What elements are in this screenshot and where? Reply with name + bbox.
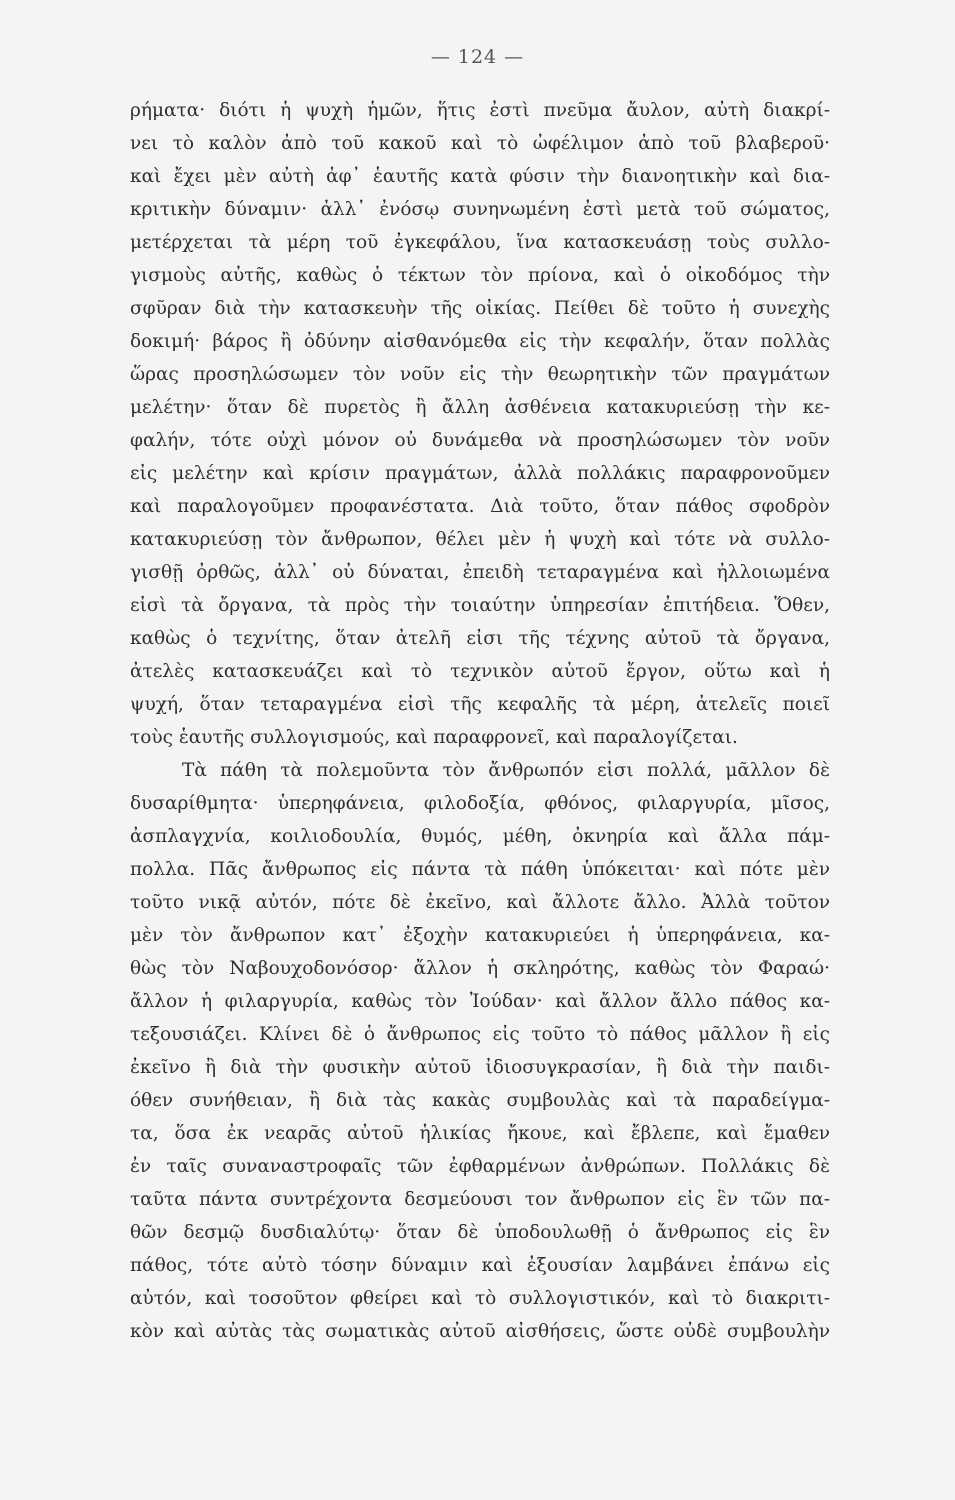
- text-line: ἀτελὲς κατασκευάζει καὶ τὸ τεχνικὸν αὐτοῦ ἔργον, οὕτω καὶ ἡ: [130, 661, 830, 682]
- text-line: πάθος, τότε αὐτὸ τόσην δύναμιν καὶ ἐξουσίαν λαμβάνει ἐπάνω εἰς: [130, 1255, 830, 1276]
- text-line: θὼς τὸν Ναβουχοδονόσορ· ἄλλον ἡ σκληρότης, καθὼς τὸν Φαραώ·: [130, 958, 830, 979]
- text-line: μελέτην· ὅταν δὲ πυρετὸς ἢ ἄλλη ἀσθένεια κατακυριεύσῃ τὴν κε-: [130, 397, 830, 418]
- text-line: ἄλλον ἡ φιλαργυρία, καθὼς τὸν Ἰούδαν· καὶ ἄλλον ἄλλο πάθος κα-: [130, 991, 830, 1012]
- text-line: πολλα. Πᾶς ἄνθρωπος εἰς πάντα τὰ πάθη ὑπόκειται· καὶ πότε μὲν: [130, 859, 830, 880]
- text-line: ψυχή, ὅταν τεταραγμένα εἰσὶ τῆς κεφαλῆς τὰ μέρη, ἀτελεῖς ποιεῖ: [130, 694, 830, 715]
- text-line: θῶν δεσμῷ δυσδιαλύτῳ· ὅταν δὲ ὑποδουλωθῇ ὁ ἄνθρωπος εἰς ἓν: [130, 1222, 830, 1243]
- text-line: μὲν τὸν ἄνθρωπον κατ᾽ ἐξοχὴν κατακυριεύει ἡ ὑπερηφάνεια, κα-: [130, 925, 830, 946]
- text-line: γισθῇ ὀρθῶς, ἀλλ᾽ οὐ δύναται, ἐπειδὴ τεταραγμένα καὶ ἠλλοιωμένα: [130, 562, 830, 583]
- text-line: κὸν καὶ αὐτὰς τὰς σωματικὰς αὐτοῦ αἰσθήσεις, ὥστε οὐδὲ συμβουλὴν: [130, 1321, 830, 1342]
- text-line: δοκιμή· βάρος ἢ ὀδύνην αἰσθανόμεθα εἰς τὴν κεφαλήν, ὅταν πολλὰς: [130, 331, 830, 352]
- text-line: φαλήν, τότε οὐχὶ μόνον οὐ δυνάμεθα νὰ προσηλώσωμεν τὸν νοῦν: [130, 430, 830, 451]
- text-line: μετέρχεται τὰ μέρη τοῦ ἐγκεφάλου, ἵνα κατασκευάσῃ τοὺς συλλο-: [130, 232, 830, 253]
- text-line: καθὼς ὁ τεχνίτης, ὅταν ἀτελῆ εἰσι τῆς τέχνης αὐτοῦ τὰ ὄργανα,: [130, 628, 830, 649]
- text-line: εἰσὶ τὰ ὄργανα, τὰ πρὸς τὴν τοιαύτην ὑπηρεσίαν ἐπιτήδεια. Ὅθεν,: [130, 595, 830, 616]
- text-line: Τὰ πάθη τὰ πολεμοῦντα τὸν ἄνθρωπόν εἰσι πολλά, μᾶλλον δὲ: [182, 760, 830, 781]
- text-line: ἐν ταῖς συναναστροφαῖς τῶν ἐφθαρμένων ἀνθρώπων. Πολλάκις δὲ: [130, 1156, 830, 1177]
- text-line: αὐτόν, καὶ τοσοῦτον φθείρει καὶ τὸ συλλογιστικόν, καὶ τὸ διακριτι-: [130, 1288, 830, 1309]
- page-number: — 124 —: [430, 46, 525, 68]
- text-line: όθεν συνήθειαν, ἢ διὰ τὰς κακὰς συμβουλὰς καὶ τὰ παραδείγμα-: [130, 1090, 830, 1111]
- text-line: τοὺς ἑαυτῆς συλλογισμούς, καὶ παραφρονεῖ, καὶ παραλογίζεται.: [130, 727, 738, 748]
- text-line: σφῦραν διὰ τὴν κατασκευὴν τῆς οἰκίας. Πείθει δὲ τοῦτο ἡ συνεχὴς: [130, 298, 830, 319]
- text-line: τεξουσιάζει. Κλίνει δὲ ὁ ἄνθρωπος εἰς τοῦτο τὸ πάθος μᾶλλον ἢ εἰς: [130, 1024, 830, 1045]
- text-line: εἰς μελέτην καὶ κρίσιν πραγμάτων, ἀλλὰ πολλάκις παραφρονοῦμεν: [130, 463, 830, 484]
- text-line: νει τὸ καλὸν ἀπὸ τοῦ κακοῦ καὶ τὸ ὠφέλιμον ἀπὸ τοῦ βλαβεροῦ·: [130, 133, 830, 154]
- text-line: καὶ ἔχει μὲν αὐτὴ ἀφ᾽ ἑαυτῆς κατὰ φύσιν τὴν διανοητικὴν καὶ δια-: [130, 166, 830, 187]
- text-line: κριτικὴν δύναμιν· ἀλλ᾽ ἐνόσῳ συνηνωμένη ἐστὶ μετὰ τοῦ σώματος,: [130, 199, 830, 220]
- text-line: ἐκεῖνο ἢ διὰ τὴν φυσικὴν αὐτοῦ ἰδιοσυγκρασίαν, ἢ διὰ τὴν παιδι-: [130, 1057, 830, 1078]
- text-line: ταῦτα πάντα συντρέχοντα δεσμεύουσι τον ἄνθρωπον εἰς ἓν τῶν πα-: [130, 1189, 830, 1210]
- text-line: ρήματα· διότι ἡ ψυχὴ ἡμῶν, ἥτις ἐστὶ πνεῦμα ἄυλον, αὐτὴ διακρί-: [130, 100, 830, 121]
- text-line: τα, ὅσα ἐκ νεαρᾶς αὐτοῦ ἡλικίας ἤκουε, καὶ ἔβλεπε, καὶ ἔμαθεν: [130, 1123, 830, 1144]
- text-line: δυσαρίθμητα· ὑπερηφάνεια, φιλοδοξία, φθόνος, φιλαργυρία, μῖσος,: [130, 793, 830, 814]
- text-line: ἀσπλαγχνία, κοιλιοδουλία, θυμός, μέθη, ὀκνηρία καὶ ἄλλα πάμ-: [130, 826, 830, 847]
- text-line: γισμοὺς αὐτῆς, καθὼς ὁ τέκτων τὸν πρίονα, καὶ ὁ οἰκοδόμος τὴν: [130, 265, 830, 286]
- text-line: ὥρας προσηλώσωμεν τὸν νοῦν εἰς τὴν θεωρητικὴν τῶν πραγμάτων: [130, 364, 830, 385]
- text-line: τοῦτο νικᾷ αὐτόν, πότε δὲ ἐκεῖνο, καὶ ἄλλοτε ἄλλο. Ἀλλὰ τοῦτον: [130, 892, 830, 913]
- text-line: κατακυριεύσῃ τὸν ἄνθρωπον, θέλει μὲν ἡ ψυχὴ καὶ τότε νὰ συλλο-: [130, 529, 830, 550]
- text-line: καὶ παραλογοῦμεν προφανέστατα. Διὰ τοῦτο, ὅταν πάθος σφοδρὸν: [130, 496, 830, 517]
